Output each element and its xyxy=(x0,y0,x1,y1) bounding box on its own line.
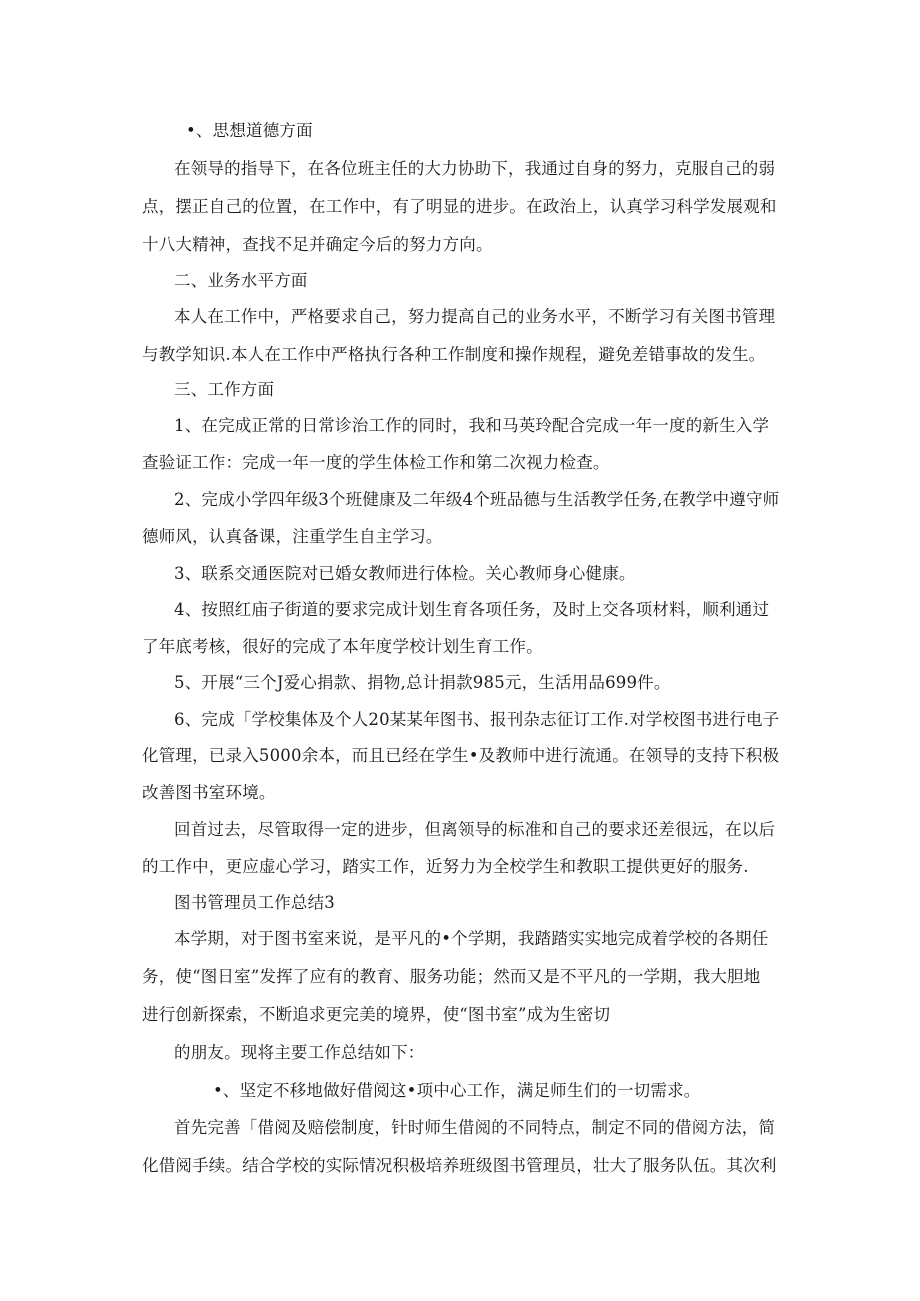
paragraph-line: 十八大精神，查找不足并确定今后的努力方向。 xyxy=(142,235,493,254)
list-item-line: 1、在完成正常的日常诊治工作的同时，我和马英玲配合完成一年一度的新生入学 xyxy=(174,416,770,435)
list-item-line: 化管理，已录入5000余本，而且已经在学生•及教师中进行流通。在领导的支持下积极 xyxy=(142,746,780,765)
paragraph-line: 进行创新探索，不断追求更完美的境界，使“图书室”成为生密切 xyxy=(142,1005,611,1024)
list-item-line: 6、完成「学校集体及个人20某某年图书、报刊杂志征订工作.对学校图书进行电子 xyxy=(174,710,780,729)
bullet-heading: •、坚定不移地做好借阅这•项中心工作，满足师生们的一切需求。 xyxy=(213,1081,701,1100)
paragraph-line: 务，使“图日室”发挥了应有的教育、服务功能；然而又是不平凡的一学期，我大胆地 xyxy=(142,967,761,986)
paragraph-line: 本人在工作中，严格要求自己，努力提高自己的业务水平，不断学习有关图书管理 xyxy=(174,307,776,326)
heading-ideology-morality: •、思想道德方面 xyxy=(186,121,313,140)
list-item-line: 改善图书室环境。 xyxy=(142,783,276,802)
heading-business-level: 二、业务水平方面 xyxy=(174,271,308,290)
list-item-line: 德师风，认真备课，注重学生自主学习。 xyxy=(142,527,443,546)
paragraph-line: 与教学知识.本人在工作中严格执行各种工作制度和操作规程，避免差错事故的发生。 xyxy=(142,345,766,364)
paragraph-line: 在领导的指导下，在各位班主任的大力协助下，我通过自身的努力，克服自己的弱 xyxy=(174,159,776,178)
paragraph-line: 的工作中，更应虚心学习，踏实工作，近努力为全校学生和教职工提供更好的服务. xyxy=(142,857,749,876)
paragraph-line: 首先完善「借阅及赔偿制度，针时师生借阅的不同特点，制定不同的借阅方法，简 xyxy=(174,1118,776,1137)
list-item-line: 查验证工作：完成一年一度的学生体检工作和第二次视力检查。 xyxy=(142,453,610,472)
list-item-line: 了年底考核，很好的完成了本年度学校计划生育工作。 xyxy=(142,637,543,656)
list-item-line: 5、开展“三个J爱心捐款、捐物,总计捐款985元，生活用品699件。 xyxy=(174,673,671,692)
paragraph-line: 化借阅手续。结合学校的实际情况积极培养班级图书管理员，壮大了服务队伍。其次利 xyxy=(142,1156,777,1175)
list-item-line: 2、完成小学四年级3个班健康及二年级4个班品德与生活教学任务,在教学中遵守师 xyxy=(174,490,780,509)
paragraph-line: 回首过去，尽管取得一定的进步，但离领导的标准和自己的要求还差很远，在以后 xyxy=(174,820,776,839)
paragraph-line: 点，摆正自己的位置，在工作中，有了明显的进步。在政治上，认真学习科学发展观和 xyxy=(142,197,777,216)
paragraph-line: 本学期，对于图书室来说，是平凡的•个学期，我踏踏实实地完成着学校的各期任 xyxy=(174,929,769,948)
list-item-line: 3、联系交通医院对已婚女教师进行体检。关心教师身心健康。 xyxy=(174,564,636,583)
section-title: 图书管理员工作总结3 xyxy=(174,893,335,912)
paragraph-line: 的朋友。现将主要工作总结如下： xyxy=(174,1043,425,1062)
heading-work-aspects: 三、工作方面 xyxy=(174,380,275,399)
list-item-line: 4、按照红庙子街道的要求完成计划生育各项任务，及时上交各项材料，顺利通过 xyxy=(174,600,770,619)
